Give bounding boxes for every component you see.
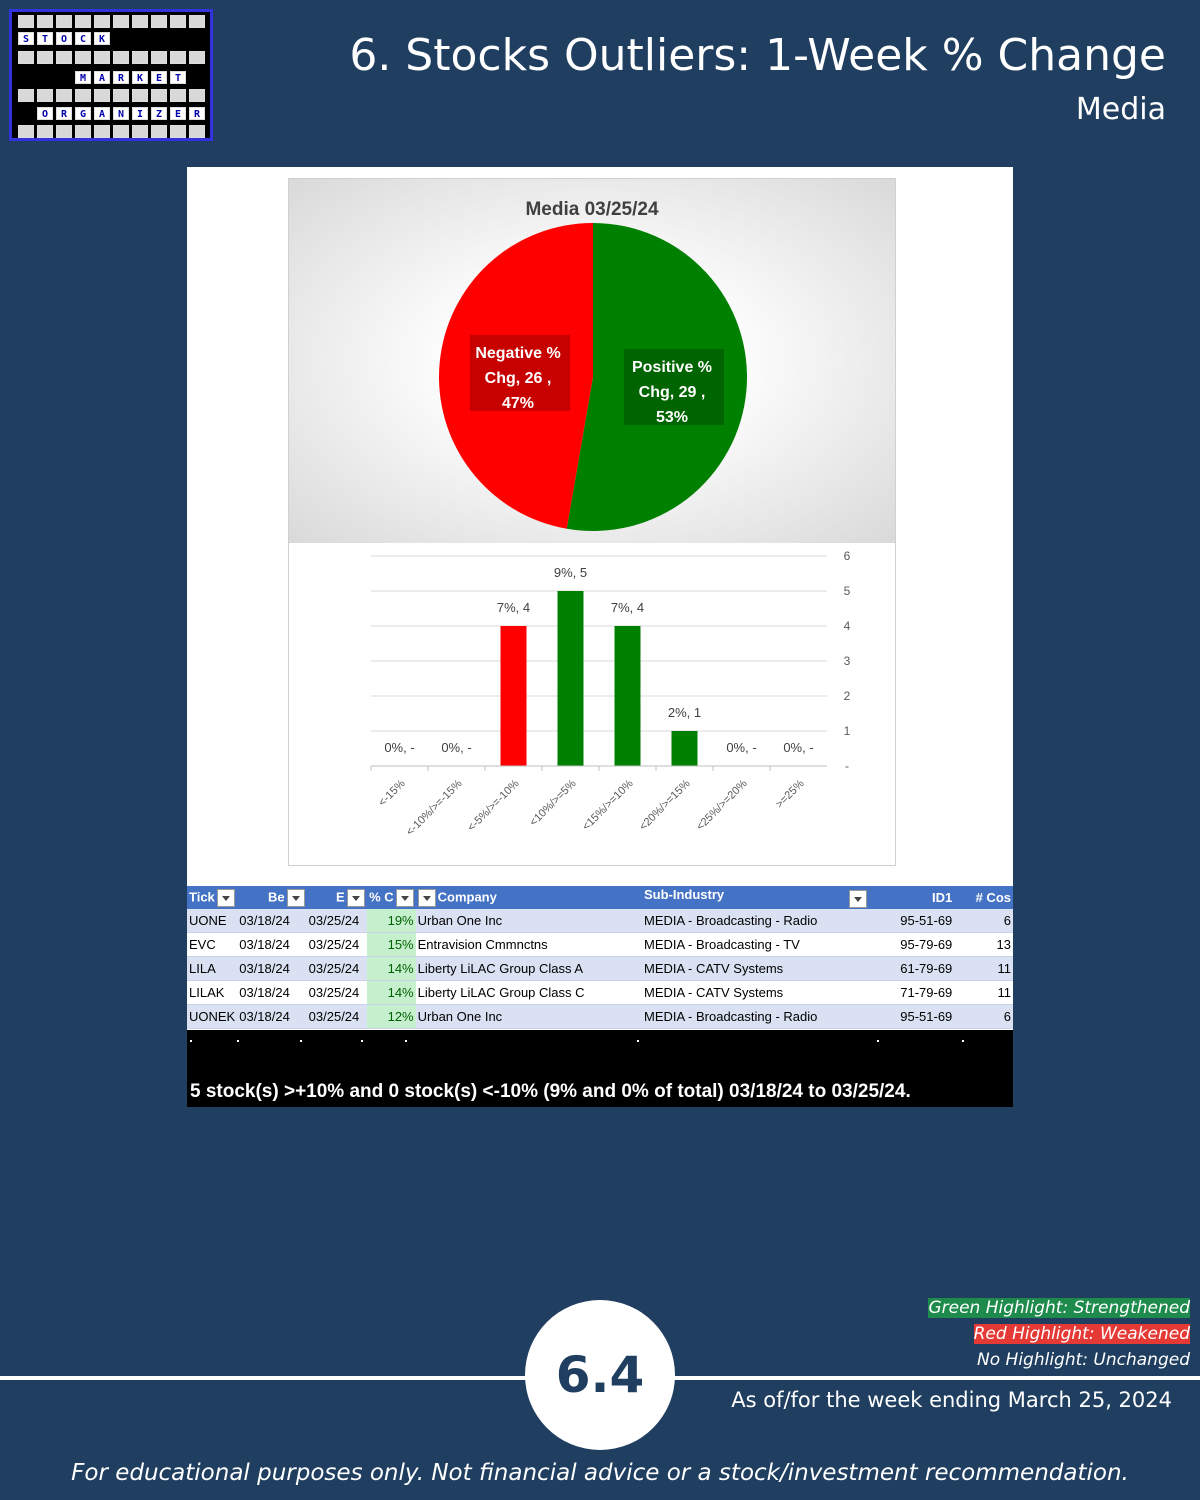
bar-data-label: 7%, 4 (610, 600, 645, 615)
table-cell: 03/25/24 (307, 981, 367, 1005)
column-header[interactable] (187, 886, 237, 909)
logo-letter: K (132, 71, 148, 84)
x-category-label: <10%/>=5% (527, 777, 579, 829)
column-header-label: Tick (189, 888, 215, 904)
logo-letter: A (94, 71, 110, 84)
table-header-row (187, 886, 1013, 909)
bar-data-label: 9%, 5 (553, 565, 588, 580)
column-header[interactable] (416, 886, 642, 909)
filter-dropdown-icon[interactable] (849, 890, 867, 908)
table-cell: Liberty LiLAC Group Class A (416, 957, 642, 981)
legend-none-label: No Highlight: Unchanged (977, 1350, 1190, 1370)
table-cell: 03/18/24 (237, 957, 306, 981)
x-category-label: <15%/>=10% (580, 777, 636, 834)
y-tick-label: 5 (843, 584, 851, 598)
bar-data-label: 2%, 1 (667, 705, 702, 720)
table-cell: 03/25/24 (307, 909, 367, 933)
x-category-label: <-10%/>=-15% (404, 777, 465, 839)
column-header[interactable] (237, 886, 306, 909)
table-cell: MEDIA - CATV Systems (642, 957, 869, 981)
table-cell: 61-79-69 (869, 957, 954, 981)
table-cell: 71-79-69 (869, 981, 954, 1005)
logo-letter: T (170, 71, 186, 84)
logo-letter: G (75, 107, 91, 120)
filter-dropdown-icon[interactable] (396, 889, 414, 907)
summary-bar (187, 1030, 1013, 1107)
as-of-date: As of/for the week ending March 25, 2024 (731, 1388, 1172, 1412)
bar-data-label: 0%, - (441, 740, 472, 755)
page-number-badge: 6.4 (525, 1300, 675, 1450)
table-cell: Liberty LiLAC Group Class C (416, 981, 642, 1005)
logo (9, 9, 213, 141)
logo-word-row (37, 107, 208, 120)
table-cell: 95-79-69 (869, 933, 954, 957)
bar (501, 626, 527, 766)
column-header-label: % C (369, 888, 394, 904)
pie-label-text: Positive % (631, 359, 713, 376)
table-row (187, 981, 1013, 1005)
pie-label-text: 47% (501, 395, 535, 412)
legend-none (977, 1350, 1190, 1370)
table-cell: 03/25/24 (307, 1005, 367, 1029)
table-cell: UONEK (187, 1005, 237, 1029)
table-cell: Entravision Cmmnctns (416, 933, 642, 957)
table-cell: 03/18/24 (237, 1005, 306, 1029)
table-cell: MEDIA - Broadcasting - Radio (642, 1005, 869, 1029)
table-cell: 12% (367, 1005, 416, 1029)
column-header-label: Be (268, 888, 285, 904)
table-cell: MEDIA - CATV Systems (642, 981, 869, 1005)
column-header[interactable] (869, 886, 954, 909)
table-cell: 95-51-69 (869, 909, 954, 933)
column-header-label: ID1 (932, 890, 953, 905)
table-cell: LILAK (187, 981, 237, 1005)
logo-filler-row (18, 51, 208, 64)
y-tick-label: 4 (843, 619, 851, 633)
column-header-label: Sub-Industry (643, 887, 725, 902)
pie-label-text: 53% (655, 409, 689, 426)
column-header-label: Company (437, 888, 497, 904)
legend-red-label: Red Highlight: Weakened (973, 1324, 1190, 1344)
y-tick-label: - (845, 759, 849, 773)
filter-dropdown-icon[interactable] (347, 889, 365, 907)
page-subtitle: Media (1075, 92, 1166, 127)
summary-text: 5 stock(s) >+10% and 0 stock(s) <-10% (9% and 0% of total) 03/18/24 to 03/25/24. (190, 1081, 911, 1102)
table-cell: 13 (954, 933, 1013, 957)
chart-container (288, 178, 896, 866)
bar-chart (289, 543, 895, 865)
logo-letter: E (151, 71, 167, 84)
logo-filler-row (18, 89, 208, 102)
logo-filler-row (18, 125, 208, 138)
table-row (187, 933, 1013, 957)
logo-letter: O (37, 107, 53, 120)
logo-word-row (75, 71, 189, 84)
table-cell: 11 (954, 957, 1013, 981)
pie-label-text: Negative % (475, 345, 561, 362)
table-cell: 14% (367, 957, 416, 981)
table-cell: Urban One Inc (416, 909, 642, 933)
x-category-label: >=25% (773, 777, 807, 811)
x-category-label: <25%/>=20% (694, 777, 750, 834)
table-cell: 03/25/24 (307, 957, 367, 981)
table-cell: 15% (367, 933, 416, 957)
filter-dropdown-icon[interactable] (418, 889, 436, 907)
pie-title: Media 03/25/24 (525, 199, 659, 220)
column-header[interactable] (642, 886, 869, 909)
x-category-label: <-5%/>=-10% (465, 777, 522, 834)
table-cell: 11 (954, 981, 1013, 1005)
table-cell: 03/18/24 (237, 909, 306, 933)
page-title: 6. Stocks Outliers: 1-Week % Change (349, 30, 1166, 81)
filter-dropdown-icon[interactable] (217, 889, 235, 907)
legend-green (928, 1298, 1190, 1318)
logo-letter: Z (151, 107, 167, 120)
table-cell: 6 (954, 1005, 1013, 1029)
logo-letter: M (75, 71, 91, 84)
table-cell: LILA (187, 957, 237, 981)
y-tick-label: 2 (843, 689, 851, 703)
table-row (187, 909, 1013, 933)
logo-word-row (18, 32, 113, 45)
y-tick-label: 3 (843, 654, 851, 668)
bar-data-label: 7%, 4 (496, 600, 531, 615)
logo-letter: I (132, 107, 148, 120)
pie-data-label (470, 335, 570, 412)
table-row (187, 1005, 1013, 1029)
bar (615, 626, 641, 766)
logo-letter: T (37, 32, 53, 45)
pie-chart (289, 179, 895, 543)
logo-letter: A (94, 107, 110, 120)
logo-letter: K (94, 32, 110, 45)
bar-chart-area (289, 543, 895, 865)
bar (672, 731, 698, 766)
bar-data-label: 0%, - (384, 740, 415, 755)
table-cell: Urban One Inc (416, 1005, 642, 1029)
filter-dropdown-icon[interactable] (287, 889, 305, 907)
table-cell: EVC (187, 933, 237, 957)
disclaimer: For educational purposes only. Not financial advice or a stock/investment recommendation. (71, 1460, 1129, 1486)
legend-green-label: Green Highlight: Strengthened (928, 1298, 1190, 1318)
pie-chart-area (289, 179, 895, 543)
column-header-label: # Cos (975, 890, 1011, 905)
table-cell: 03/18/24 (237, 933, 306, 957)
bar-data-label: 0%, - (726, 740, 757, 755)
column-header[interactable] (367, 886, 416, 909)
table-row (187, 957, 1013, 981)
logo-letter: R (113, 71, 129, 84)
y-tick-label: 6 (843, 549, 851, 563)
table-cell: 03/25/24 (307, 933, 367, 957)
logo-letter: N (113, 107, 129, 120)
logo-letter: S (18, 32, 34, 45)
logo-letter: R (56, 107, 72, 120)
logo-letter: O (56, 32, 72, 45)
x-category-label: <20%/>=15% (637, 777, 693, 834)
logo-filler-row (18, 15, 208, 28)
table-cell: MEDIA - Broadcasting - TV (642, 933, 869, 957)
pie-data-label (624, 349, 724, 426)
table-cell: UONE (187, 909, 237, 933)
bar-data-label: 0%, - (783, 740, 814, 755)
y-tick-label: 1 (843, 724, 851, 738)
table-cell: 03/18/24 (237, 981, 306, 1005)
legend-red (974, 1324, 1190, 1344)
outliers-table (187, 886, 1013, 1029)
table-cell: 6 (954, 909, 1013, 933)
column-header[interactable] (954, 886, 1013, 909)
table-cell: 19% (367, 909, 416, 933)
table-cell: 95-51-69 (869, 1005, 954, 1029)
logo-letter: R (189, 107, 205, 120)
logo-letter: C (75, 32, 91, 45)
x-category-label: <-15% (376, 777, 408, 809)
column-header-label: E (336, 888, 345, 904)
logo-letter: E (170, 107, 186, 120)
column-header[interactable] (307, 886, 367, 909)
pie-label-text: Chg, 26 , (484, 370, 552, 387)
table-cell: 14% (367, 981, 416, 1005)
bar (558, 591, 584, 766)
content-panel (187, 167, 1013, 1107)
pie-label-text: Chg, 29 , (638, 384, 706, 401)
table-cell: MEDIA - Broadcasting - Radio (642, 909, 869, 933)
